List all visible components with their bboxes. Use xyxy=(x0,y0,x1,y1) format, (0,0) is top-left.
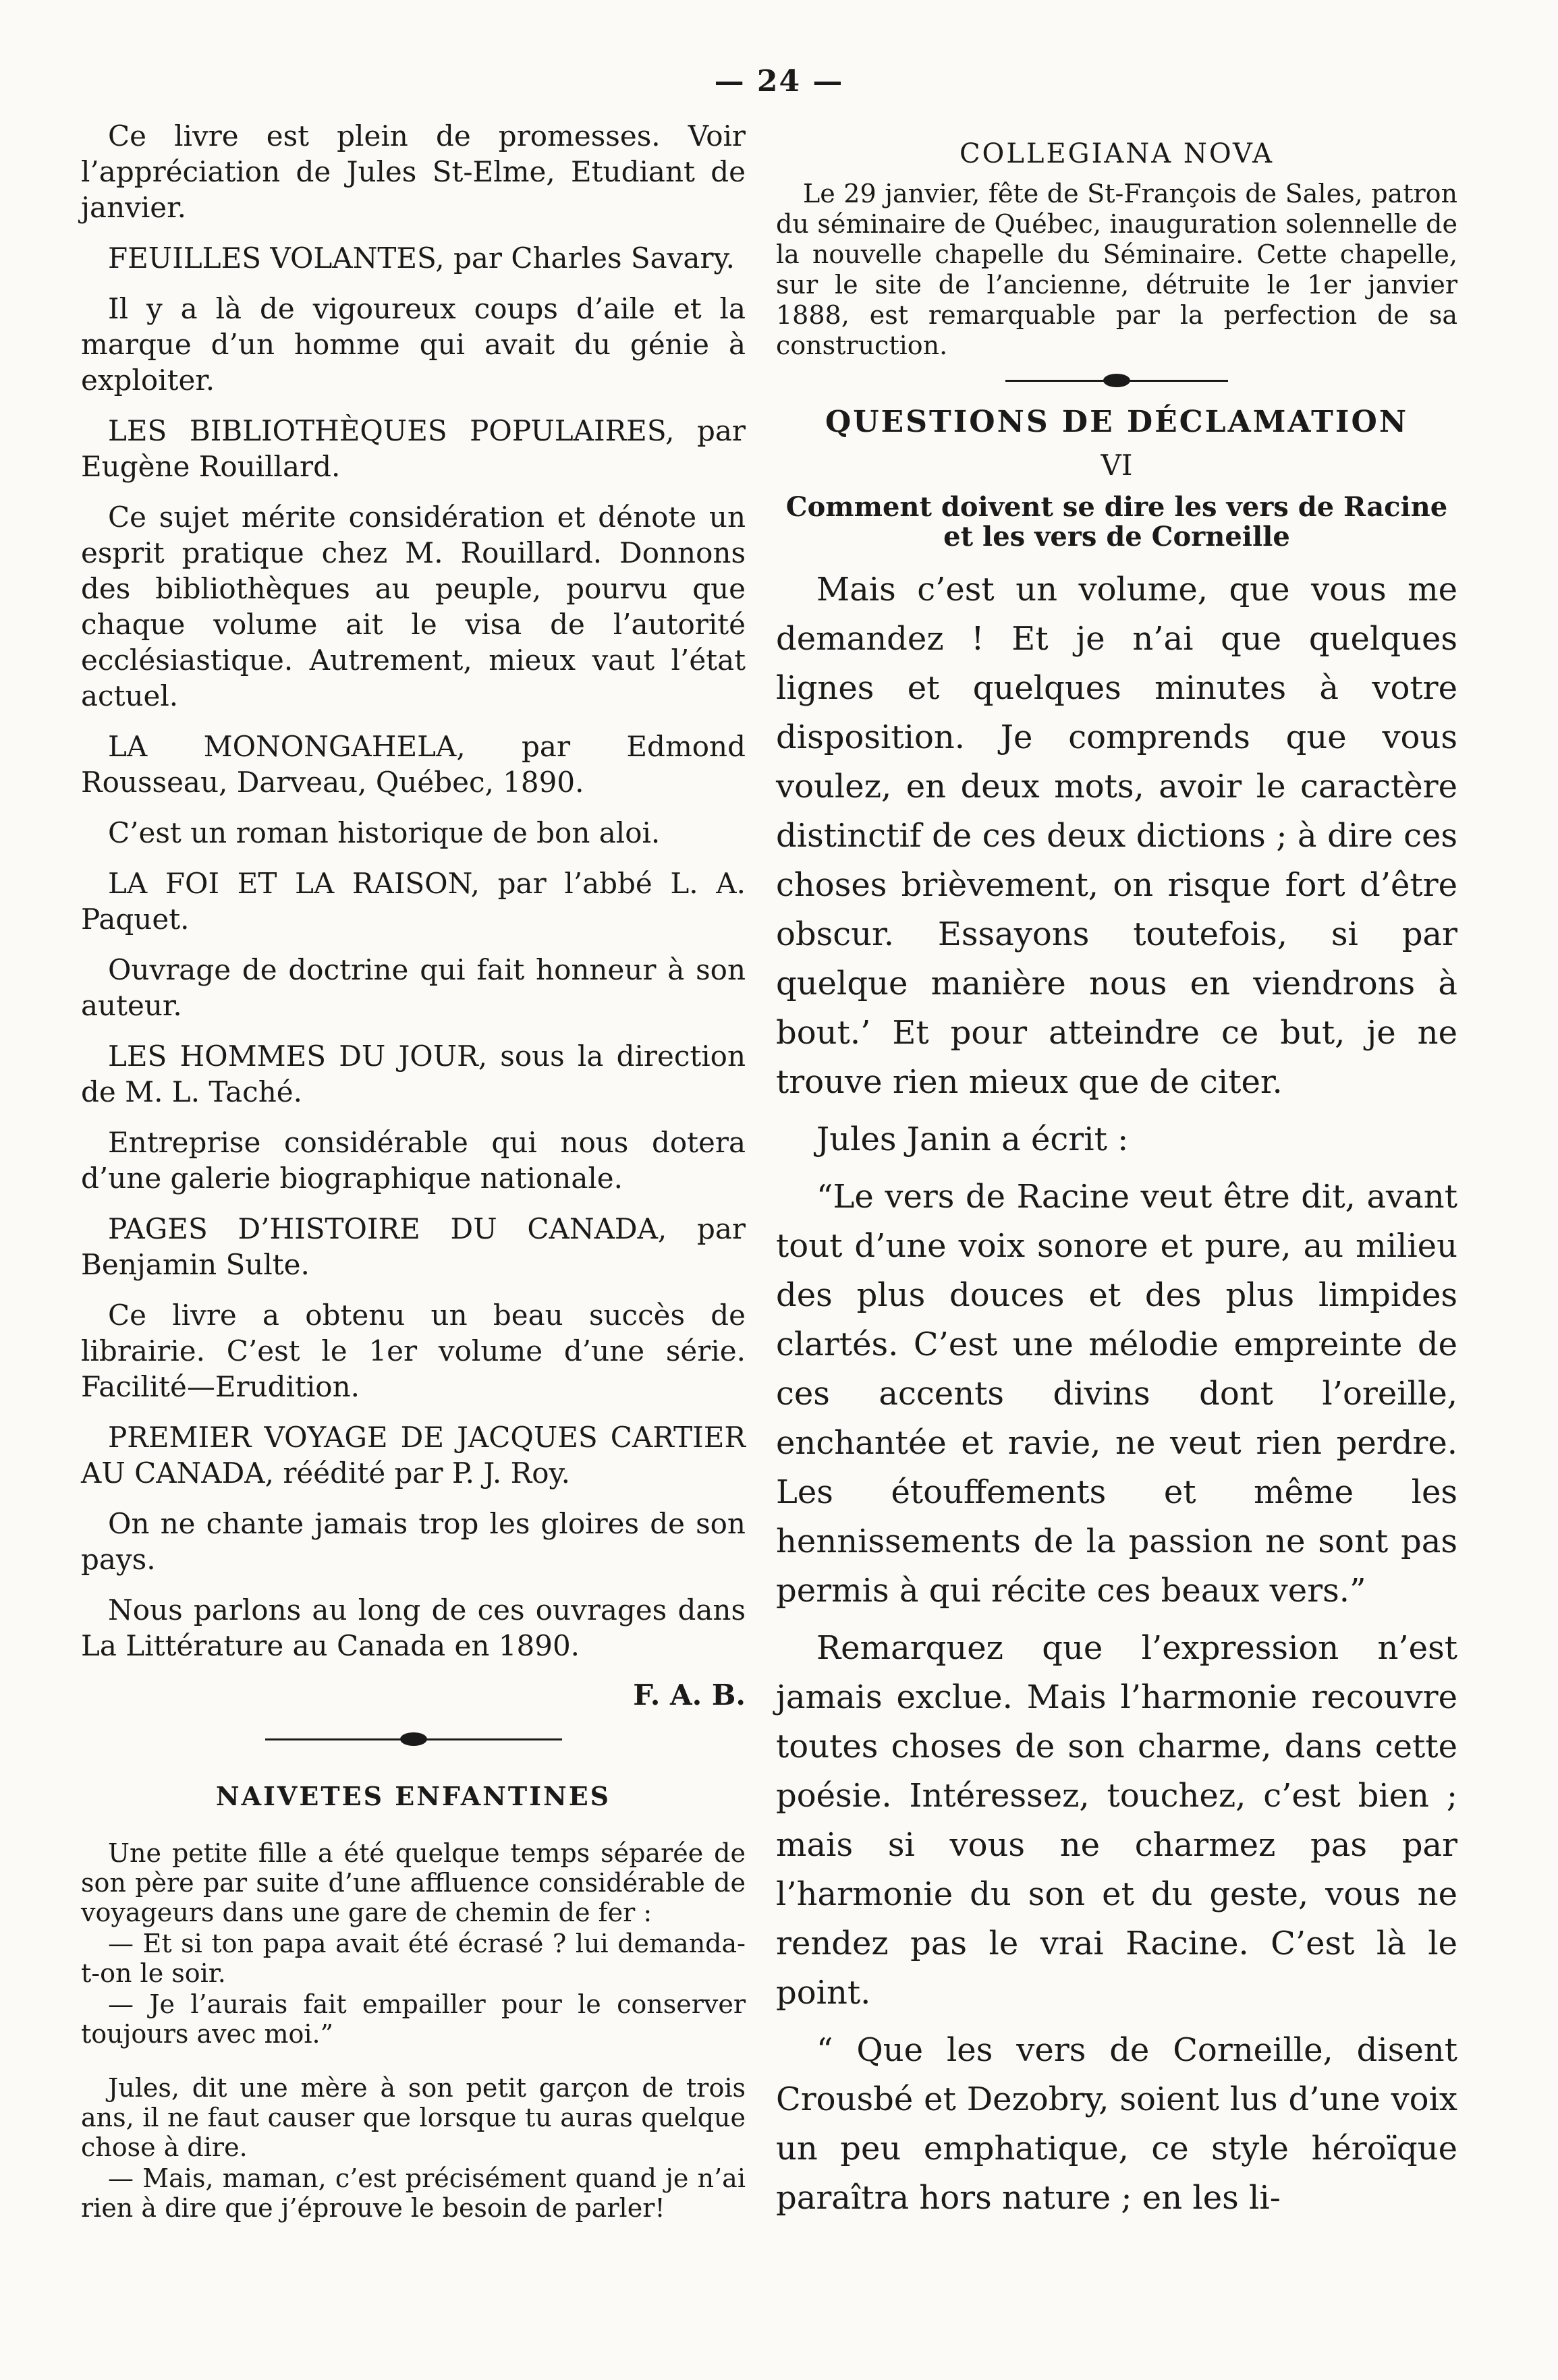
paragraph: Une petite fille a été quelque temps séparée de son père par suite d’une affluence considérable de voyageurs dans une gare de chemin de fer : xyxy=(81,1838,746,1927)
paragraph: Mais c’est un volume, que vous me demandez ! Et je n’ai que quelques lignes et quelques minutes à votre disposition. Je comprends que vous voulez, en deux mots, avoir le caractère distinctif de ces deux dictions ; à dire ces choses brièvement, on risque fort d’être obscur. Essayons toutefois, si par quelque manière nous en viendrons à bout.’ Et pour atteindre ce but, je ne trouve rien mieux que de citer. xyxy=(776,571,1457,1101)
section-heading-declamation: QUESTIONS DE DÉCLAMATION xyxy=(825,405,1409,439)
ornamental-divider xyxy=(1005,380,1228,382)
paragraph: — Je l’aurais fait empailler pour le conserver toujours avec moi.” xyxy=(81,1989,746,2049)
page-number: — 24 — xyxy=(714,64,844,98)
section-heading-naivetes: NAIVETES ENFANTINES xyxy=(215,1781,611,1811)
declamation-text xyxy=(776,565,1457,2223)
author-signature: F. A. B. xyxy=(633,1678,746,1711)
book-title-entry: LES HOMMES DU JOUR, sous la direction de M. L. Taché. xyxy=(81,1040,746,1108)
review-text: Ce sujet mérite considération et dénote un esprit pratique chez M. Rouillard. Donnons des bibliothèques au peuple, pourvu que chaque volume ait le visa de l’autorité ecclésiastique. Autrement, mieux vaut l’état actuel. xyxy=(81,501,746,712)
book-title-entry: LA FOI ET LA RAISON, par l’abbé L. A. Paquet. xyxy=(81,867,746,936)
review-text: C’est un roman historique de bon aloi. xyxy=(108,816,661,849)
book-review-list xyxy=(81,118,746,1664)
article-subheading: Comment doivent se dire les vers de Racine et les vers de Corneille xyxy=(785,491,1448,552)
review-text: Nous parlons au long de ces ouvrages dans La Littérature au Canada en 1890. xyxy=(81,1593,746,1662)
paragraph: Jules Janin a écrit : xyxy=(816,1121,1129,1158)
review-text: On ne chante jamais trop les gloires de son pays. xyxy=(81,1507,746,1576)
review-text: Ouvrage de doctrine qui fait honneur à son auteur. xyxy=(81,953,746,1022)
review-text: Ce livre est plein de promesses. Voir l’appréciation de Jules St-Elme, Etudiant de janvier. xyxy=(81,119,746,224)
paragraph: “Le vers de Racine veut être dit, avant tout d’une voix sonore et pure, au milieu des plus douces et des plus limpides clartés. C’est une mélodie empreinte de ces accents divins dont l’oreille, enchantée et ravie, ne veut rien perdre. Les étouffements et même les hennissements de la passion ne sont pas permis à qui récite ces beaux vers.” xyxy=(776,1178,1457,1610)
naivetes-text xyxy=(81,1838,746,2223)
ornamental-divider xyxy=(265,1738,562,1740)
review-text: Entreprise considérable qui nous dotera d’une galerie biographique nationale. xyxy=(81,1126,746,1195)
book-title-entry: PAGES D’HISTOIRE DU CANADA, par Benjamin Sulte. xyxy=(81,1212,746,1281)
book-title-entry: PREMIER VOYAGE DE JACQUES CARTIER AU CANADA, réédité par P. J. Roy. xyxy=(81,1421,746,1490)
book-title-entry: LES BIBLIOTHÈQUES POPULAIRES, par Eugène Rouillard. xyxy=(81,414,746,483)
paragraph: “ Que les vers de Corneille, disent Crousbé et Dezobry, soient lus d’une voix un peu emphatique, ce style héroïque paraîtra hors nature ; en les li- xyxy=(776,2031,1457,2217)
book-title-entry: FEUILLES VOLANTES, par Charles Savary. xyxy=(108,242,735,275)
paragraph: — Et si ton papa avait été écrasé ? lui demanda-t-on le soir. xyxy=(81,1929,746,1988)
section-number: VI xyxy=(1101,449,1133,482)
left-column xyxy=(81,118,746,2224)
section-heading-collegiana: COLLEGIANA NOVA xyxy=(959,138,1275,169)
paragraph: — Mais, maman, c’est précisément quand je n’ai rien à dire que j’éprouve le besoin de parler! xyxy=(81,2163,746,2223)
paragraph: Remarquez que l’expression n’est jamais exclue. Mais l’harmonie recouvre toutes choses de son charme, dans cette poésie. Intéressez, touchez, c’est bien ; mais si vous ne charmez pas par l’harmonie du son et du geste, vous ne rendez pas le vrai Racine. C’est là le point. xyxy=(776,1629,1457,2012)
paragraph: Jules, dit une mère à son petit garçon de trois ans, il ne faut causer que lorsque tu auras quelque chose à dire. xyxy=(81,2073,746,2162)
paragraph: Le 29 janvier, fête de St-François de Sales, patron du séminaire de Québec, inauguration solennelle de la nouvelle chapelle du Séminaire. Cette chapelle, sur le site de l’ancienne, détruite le 1er janvier 1888, est remarquable par la perfection de sa construction. xyxy=(776,179,1457,360)
right-column xyxy=(776,118,1457,2231)
review-text: Ce livre a obtenu un beau succès de librairie. C’est le 1er volume d’une série. Facilité—Erudition. xyxy=(81,1299,746,1403)
review-text: Il y a là de vigoureux coups d’aile et la marque d’un homme qui avait du génie à exploiter. xyxy=(81,292,746,397)
collegiana-text xyxy=(776,179,1457,361)
book-title-entry: LA MONONGAHELA, par Edmond Rousseau, Darveau, Québec, 1890. xyxy=(81,730,746,799)
